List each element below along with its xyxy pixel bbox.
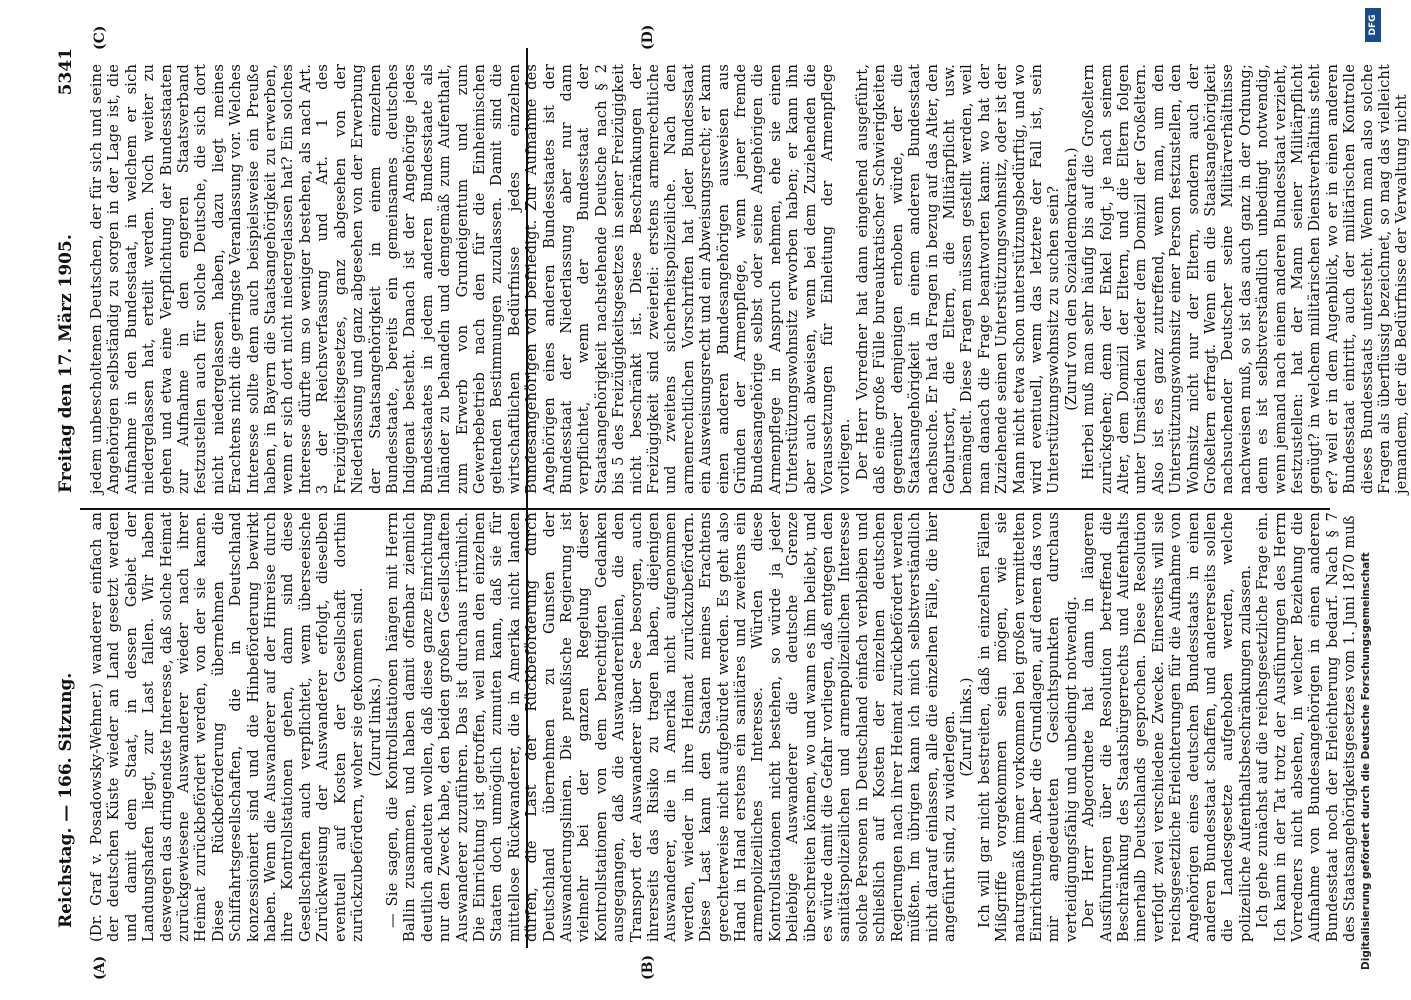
margin-marker-d: (D) xyxy=(640,24,656,50)
column-divider xyxy=(80,509,1330,511)
left-column xyxy=(88,512,1359,942)
interjection: (Zuruf links.) xyxy=(366,677,384,777)
paragraph: (Dr. Graf v. Posadowsky-Wehner.) wanderer einfach an der deutschen Küste wieder an Land gesetzt werden und damit dem Staat, in dessen Gebiet der Landungshafen liegt, zur Last fallen. Wir haben deswegen das dringendste Interesse, daß solche Heimat zurückgewiesene Auswanderer wieder nach ihrer Heimat zurückbefördert werden, von der sie kamen. Diese Rückbeförderung übernehmen die Schiffahrtsgesellschaften, die in Deutschland konzessioniert sind und die Hinbeförderung bewirkt haben. Wenn die Auswanderer auf der Hinreise durch ihre Kontrollstationen gehen, dann sind diese Gesellschaften auch verpflichtet, wenn überseeische Zurückweisung der Auswanderer erfolgt, dieselben eventuell auf Kosten der Gesellschaft dorthin zurückzubefördern, woher sie gekommen sind. xyxy=(88,512,367,942)
margin-marker-c: (C) xyxy=(92,25,108,50)
interjection: (Zuruf von den Sozialdemokraten.) xyxy=(1062,147,1080,411)
paragraph: Ich will gar nicht bestreiten, daß in einzelnen Fällen Mißgriffe vorgekommen sein mögen, wie sie naturgemäß immer vorkommen bei großen vermittelten Einrichtungen. Aber die Grundlagen, auf denen das von mir angedeuteten Gesichtspunkten durchaus verteidigungsfähig und unbedingt notwendig. xyxy=(975,512,1080,942)
paragraph: jedem unbescholtenen Deutschen, der für sich und seine Angehörigen selbständig zu sorgen in der Lage ist, die Aufnahme in den Bundesstaat, in welchem er sich niedergelassen hat, erteilt werden. Noch weiter zu gehen und etwa eine Verpflichtung der Bundesstaaten zur Aufnahme in den engeren Staatsverband festzustellen auch für solche Deutsche, die sich dort nicht niedergelassen haben, dazu liegt meines Erachtens nicht die geringste Veranlassung vor. Welches Interesse sollte denn auch beispielsweise ein Preuße haben, in Bayern die Staatsangehörigkeit zu erwerben, wenn er sich dort nicht niedergelassen hat? Ein solches Interesse dürfte um so weniger bestehen, als nach Art. 3 der Reichsverfassung und Art. 1 des Freizügigkeitsgesetzes, ganz abgesehen von der Niederlassung und ganz abgesehen von der Erwerbung der Staatsangehörigkeit in einem einzelnen Bundesstaate, bereits ein gemeinsames deutsches Indigenat besteht. Danach ist der Angehörige jedes Bundesstaates in jedem anderen Bundesstaate als Inländer zu behandeln und demgemäß zum Aufenthalt, zum Erwerb von Grundeigentum und zum Gewerbebetrieb nach den für die Einheimischen geltenden Bestimmungen zuzulassen. Damit sind die wirtschaftlichen Bedürfnisse jedes einzelnen Bundesangehörigen voll befriedigt. Zur Aufnahme des Angehörigen eines anderen Bundesstaates ist der Bundesstaat der Niederlassung aber nur dann verpflichtet, wenn der Bundesstaat der Staatsangehörigkeit nachstehende Deutsche nach § 2 bis 5 des Freizügigkeitsgesetzes in seiner Freizügigkeit nicht beschränkt ist. Diese Beschränkungen der Freizügigkeit sind zweierlei: erstens armenrechtliche und zweitens sicherheitspolizeiliche. Nach den armenrechtlichen Vorschriften hat jeder Bundesstaat ein Ausweisungsrecht und ein Abweisungsrecht; er kann einen anderen Bundesangehörigen ausweisen aus Gründen der Armenpflege, wenn jener fremde Bundesangehörige selbst oder seine Angehörigen die Armenpflege in Anspruch nehmen, ehe sie einen Unterstützungswohnsitz erworben haben; er kann ihn aber auch abweisen, wenn bei dem Zuziehenden die Voraussetzungen für Einleitung der Armenpflege vorliegen. xyxy=(88,64,854,494)
right-column xyxy=(88,64,1411,494)
paragraph: Hierbei muß man sehr häufig bis auf die Großeltern zurückgehen; denn der Enkel folgt, je nach seinem Alter, dem Domizil der Eltern, und die Eltern folgen unter Umständen wieder dem Domizil der Großeltern. Also ist es ganz zutreffend, wenn man, um den Unterstützungswohnsitz einer Person festzustellen, den Wohnsitz nicht nur der Eltern, sondern auch der Großeltern erfragt. Wenn ein die Staatsangehörigkeit nachsuchender Deutscher seine Militärverhältnisse nachweisen muß, so ist das auch ganz in der Ordnung; denn es ist selbstverständlich unbedingt notwendig, wenn jemand nach einem anderen Bundesstaat verzieht, festzustellen: hat der Mann seiner Militärpflicht genügt? in welchem militärischen Dienstverhältnis steht er? weil er in dem Augenblick, wo er in einen anderen Bundesstaat eintritt, auch der militärischen Kontrolle dieses Bundesstaats untersteht. Wenn man also solche Fragen als überflüssig bezeichnet, so mag das vielleicht jemandem, der die Bedürfnisse der Verwaltung nicht xyxy=(1080,64,1411,494)
paragraph: Ich gehe zunächst auf die reichsgesetzliche Frage ein. Ich kann in der Tat trotz der Ausführungen des Herrn Vorredners nicht absehen, in welcher Beziehung die Aufnahme von Bundesangehörigen in einen anderen Bundesstaat noch der Erleichterung bedarf. Nach § 7 des Staatsangehörigkeitsgesetzes vom 1. Juni 1870 muß xyxy=(1254,512,1359,942)
paragraph: Der Herr Vorredner hat dann eingehend ausgeführt, daß eine große Fülle bureaukratischer Schwierigkeiten gegenüber demjenigen erhoben würde, der die Staatsangehörigkeit in einem anderen Bundesstaat nachsuche. Er hat da Fragen in bezug auf das Alter, den Geburtsort, die Eltern, die Militärpflicht usw. bemängelt. Diese Fragen müssen gestellt werden, weil man danach die Frage beantworten kann: wo hat der Zuziehende seinen Unterstützungswohnsitz, oder ist der Mann nicht etwa schon unterstützungsbedürftig, und wo wird eventuell, wenn das letztere der Fall ist, sein Unterstützungswohnsitz zu suchen sein? xyxy=(853,64,1063,494)
interjection: (Zuruf links.) xyxy=(958,677,976,777)
paragraph: Der Herr Abgeordnete hat dann in längeren Ausführungen über die Resolution betreffend die Beschränkung des Staatsbürgerrechts und Aufenthalts innerhalb Deutschlands gesprochen. Diese Resolution verfolgt zwei verschiedene Zwecke. Einerseits will sie reichsgesetzliche Erleichterungen für die Aufnahme von Angehörigen eines deutschen Bundesstaats in einen anderen Bundesstaat schaffen, und andererseits sollen die Landesgesetze aufgehoben werden, welche polizeiliche Aufenthaltsbeschränkungen zulassen. xyxy=(1080,512,1254,942)
digitization-credit-text: Digitalisierung gefördert durch die Deutsche Forschungsgemeinschaft xyxy=(1360,552,1372,970)
page-header xyxy=(52,48,82,948)
header-date: Freitag den 17. März 1905. xyxy=(56,234,76,493)
dfg-logo-text: DFG xyxy=(1368,14,1378,36)
margin-marker-b: (B) xyxy=(640,954,656,980)
header-session: Reichstag. — 166. Sitzung. xyxy=(56,672,76,928)
page-number: 5341 xyxy=(56,48,76,96)
paragraph: — Sie sagen, die Kontrollstationen hängen mit Herrn Ballin zusammen, und haben damit offenbar ziemlich deutlich andeuten wollen, daß diese ganze Einrichtung nur den Zweck habe, den beiden großen Gesellschaften Auswanderer zuzuführen. Das ist durchaus irrtümlich. Die Einrichtung ist getroffen, weil man den einzelnen Staaten doch unmöglich zumuten kann, daß sie für mittellose Rückwanderer, die in Amerika nicht landen dürfen, die Last der Rückbeförderung durch Deutschland übernehmen zu Gunsten der Auswanderungslinien. Die preußische Regierung ist vielmehr bei der ganzen Regelung dieser Kontrollstationen von dem berechtigten Gedanken ausgegangen, daß die Auswandererlinien, die den Transport der Auswanderer über See besorgen, auch ihrerseits das Risiko zu tragen haben, diejenigen Auswanderer, die in Amerika nicht aufgenommen werden, wieder in ihre Heimat zurückzubefördern. Diese Last kann den Staaten meines Erachtens gerechterweise nicht aufgebürdet werden. Es geht also Hand in Hand erstens ein sanitäres und zweitens ein armenpolizeiliches Interesse. Würden diese Kontrollstationen nicht bestehen, so würde ja jeder beliebige Auswanderer die deutsche Grenze überschreiten können, wo und wann es ihm beliebt, und es würde damit die Gefahr vorliegen, daß entgegen den sanitätspolizeilichen und armenpolizeilichen Interesse solche Personen in Deutschland einfach verbleiben und schließlich auf Kosten der einzelnen deutschen Regierungen nach ihrer Heimat zurückbefördert werden müßten. Im übrigen kann ich mich selbstverständlich nicht darauf einlassen, alle die einzelnen Fälle, die hier angeführt sind, zu widerlegen. xyxy=(383,512,958,942)
digitization-credit xyxy=(1360,10,1380,990)
margin-marker-a: (A) xyxy=(92,955,108,980)
